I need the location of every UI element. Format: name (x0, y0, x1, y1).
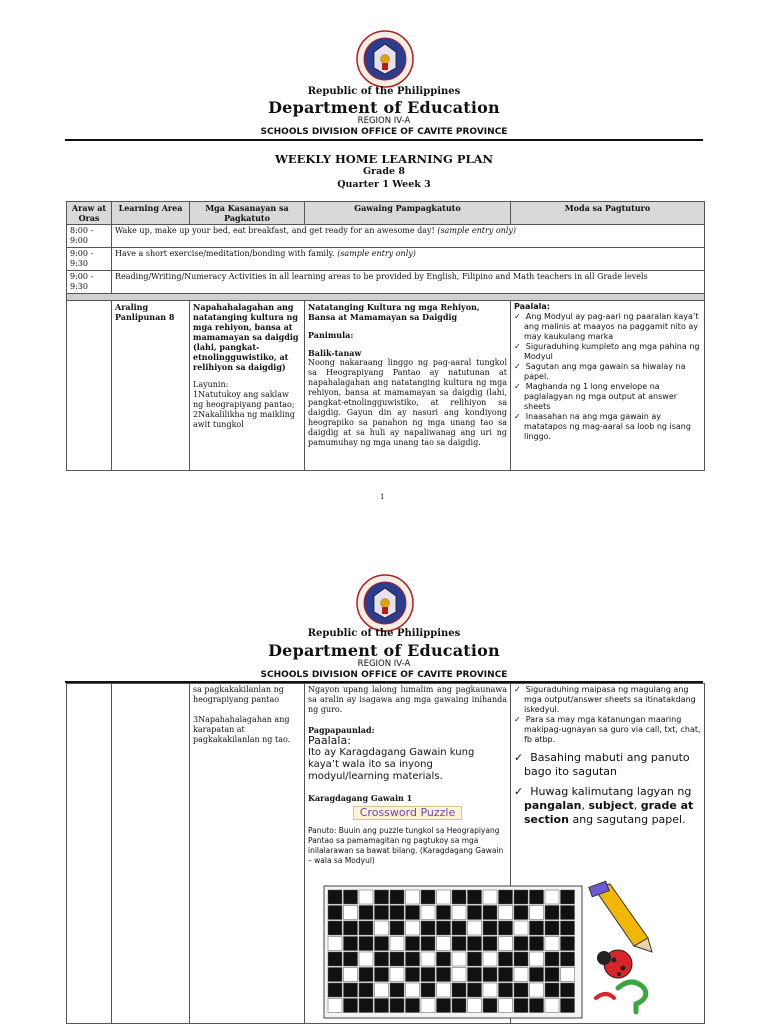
crossword-cell (375, 952, 389, 966)
kasanayan-3: 3Napahahalagahan ang karapatan at pagkakakilanlan ng tao. (193, 715, 291, 744)
crossword-cell (483, 999, 497, 1013)
learning-plan-table (66, 201, 705, 471)
crossword-cell (375, 906, 389, 920)
col-header-araw: Araw at Oras (67, 202, 112, 225)
crossword-cell (530, 999, 544, 1013)
crossword-cell (499, 999, 513, 1013)
crossword-cell (359, 890, 373, 904)
crossword-cell (375, 999, 389, 1013)
crossword-cell (483, 921, 497, 935)
gawain-title: Natatanging Kultura ng mga Rehiyon, Bansa at Mamamayan sa Daigdig (308, 302, 480, 322)
crossword-cell (499, 890, 513, 904)
region-label: REGION IV-A (357, 659, 411, 669)
division-label: SCHOOLS DIVISION OFFICE OF CAVITE PROVINCE (260, 127, 508, 137)
crossword-cell (483, 952, 497, 966)
crossword-cell (514, 983, 528, 997)
crossword-cell (483, 937, 497, 951)
moda-item: ✓ Inaasahan na ang mga gawain ay matatapos ng mag-aaral sa loob ng isang linggo. (514, 412, 691, 441)
pencil-icon (589, 881, 652, 952)
crossword-cell (452, 921, 466, 935)
activity-cell: Reading/Writing/Numeracy Activities in all learning areas to be provided by English, Filipino and Math teachers in all Grade levels (112, 271, 705, 294)
crossword-cell (514, 890, 528, 904)
crossword-cell (452, 937, 466, 951)
crossword-cell (344, 921, 358, 935)
crossword-cell (375, 983, 389, 997)
crossword-cell (344, 906, 358, 920)
crossword-cell (421, 968, 435, 982)
crossword-cell (514, 937, 528, 951)
crossword-cell (514, 999, 528, 1013)
crossword-cell (545, 921, 559, 935)
division-label: SCHOOLS DIVISION OFFICE OF CAVITE PROVINCE (260, 670, 508, 680)
crossword-cell (328, 983, 342, 997)
crossword-cell (499, 952, 513, 966)
crossword-cell (452, 952, 466, 966)
layunin-1: 1Natutukoy ang saklaw ng heograpiyang pantao; (193, 390, 295, 409)
table-row (67, 225, 705, 248)
crossword-cell (359, 999, 373, 1013)
crossword-cell (437, 983, 451, 997)
crossword-cell (530, 983, 544, 997)
crossword-cell (437, 906, 451, 920)
crossword-cell (375, 968, 389, 982)
spacer-row (67, 294, 705, 301)
crossword-cell (390, 952, 404, 966)
crossword-cell (561, 890, 575, 904)
crossword-cell (390, 983, 404, 997)
crossword-cell (483, 906, 497, 920)
paalala-label: Paalala: (514, 302, 550, 311)
sample-note: (sample entry only) (437, 226, 517, 235)
crossword-cell (483, 890, 497, 904)
pagpapaunlad-label: Pagpapaunlad: (308, 725, 375, 735)
karagdagan-label: Karagdagang Gawain 1 (308, 793, 413, 803)
crossword-cell (561, 983, 575, 997)
activity-text: Wake up, make up your bed, eat breakfast, and get ready for an awesome day! (115, 226, 435, 235)
crossword-cell (545, 890, 559, 904)
crossword-banner (308, 806, 507, 820)
crossword-cell (437, 968, 451, 982)
crossword-cell (406, 983, 420, 997)
crossword-cell (344, 999, 358, 1013)
crossword-cell (437, 890, 451, 904)
moda-cell (511, 301, 705, 471)
crossword-cell (468, 999, 482, 1013)
republic-label: Republic of the Philippines (307, 628, 461, 639)
crossword-cell (421, 999, 435, 1013)
crossword-cell (561, 937, 575, 951)
crossword-cell (514, 921, 528, 935)
header-rule (65, 139, 703, 141)
activity-cell (112, 225, 705, 248)
moda-item: ✓ Sagutan ang mga gawain sa hiwalay na papel. (514, 362, 686, 381)
crossword-cell (530, 890, 544, 904)
page-number: 1 (380, 493, 385, 501)
crossword-cell (406, 906, 420, 920)
sample-note: (sample entry only) (337, 249, 416, 258)
paalala-label: Paalala: (308, 734, 351, 747)
crossword-cell (483, 983, 497, 997)
plan-title: WEEKLY HOME LEARNING PLAN (274, 152, 494, 166)
crossword-cell (468, 937, 482, 951)
time-cell: 9:00 - 9:30 (67, 248, 112, 271)
crossword-cell (406, 937, 420, 951)
crossword-cell (499, 937, 513, 951)
crossword-cell (561, 968, 575, 982)
crossword-cell (344, 952, 358, 966)
crossword-cell (514, 952, 528, 966)
gawain-paragraph: Noong nakaraang linggo ng pag-aaral tungkol sa Heograpiyang Pantao ay natutunan at napahalagahan ang natatanging kultura ng mga rehiyon, bansa at mamamayan sa daigdig (lahi, pangkat-etnolingguwistiko, at relihiyon sa daigdig. Gayun din ay nasuri ang kondiyong heograpiko sa panahon ng mga unang tao sa daigdig at sa huli ay napaliwanag ang uri ng pamumuhay ng mga unang tao sa daigdig. (308, 358, 507, 447)
gawain-cell (305, 301, 511, 471)
crossword-cell (452, 890, 466, 904)
learning-area-cell: Araling Panlipunan 8 (112, 301, 190, 471)
crossword-cell (561, 999, 575, 1013)
kasanayan-cell (190, 684, 305, 1024)
crossword-cell (499, 968, 513, 982)
ladybug-icon (597, 950, 632, 978)
layunin-2: 2Nakalilikha ng maikling awit tungkol (193, 410, 295, 429)
crossword-cell (437, 999, 451, 1013)
crossword-cell (344, 968, 358, 982)
col-header-gawain: Gawaing Pampagkatuto (305, 202, 511, 225)
table-row (67, 301, 705, 471)
crossword-cell (421, 937, 435, 951)
crossword-cell (328, 906, 342, 920)
republic-label: Republic of the Philippines (307, 86, 461, 97)
crossword-cell (452, 983, 466, 997)
crossword-cell (452, 906, 466, 920)
moda-item: ✓ Ang Modyul ay pag-aari ng paaralan kaya’t ang malinis at maayos na paggamit nito ay may kaukulang marka (514, 312, 699, 341)
crossword-cell (545, 968, 559, 982)
crossword-cell (359, 983, 373, 997)
time-cell: 9:00 - 9:30 (67, 271, 112, 294)
time-cell-empty (67, 301, 112, 471)
deped-seal-icon (356, 30, 414, 88)
crossword-cell (530, 906, 544, 920)
crossword-cell (328, 890, 342, 904)
crossword-cell (359, 937, 373, 951)
table-header-row (67, 202, 705, 225)
moda-item: ✓ Siguraduhing kumpleto ang mga pahina ng Modyul (514, 342, 700, 361)
region-label: REGION IV-A (357, 116, 411, 126)
time-cell-empty (67, 684, 112, 1024)
crossword-cell (359, 921, 373, 935)
area-cell-empty (112, 684, 190, 1024)
kasanayan-cell (190, 301, 305, 471)
gawain-intro: Ngayon upang lalong lumalim ang pagkaunawa sa aralin ay isagawa ang mga gawaing inihanda ng guro. (308, 685, 507, 714)
crossword-cell (468, 983, 482, 997)
crossword-cell (406, 890, 420, 904)
question-mark-icon (596, 982, 646, 1012)
crossword-cell (499, 983, 513, 997)
crossword-cell (514, 968, 528, 982)
crossword-cell (530, 968, 544, 982)
crossword-cell (421, 890, 435, 904)
crossword-cell (452, 968, 466, 982)
crossword-cell (468, 890, 482, 904)
col-header-area: Learning Area (112, 202, 190, 225)
crossword-cell (421, 921, 435, 935)
crossword-cell (561, 906, 575, 920)
crossword-cell (530, 952, 544, 966)
balik-tanaw-label: Balik-tanaw (308, 348, 362, 358)
crossword-cell (530, 921, 544, 935)
crossword-cell (437, 937, 451, 951)
crossword-cell (390, 906, 404, 920)
crossword-cell (421, 983, 435, 997)
crossword-cell (390, 999, 404, 1013)
crossword-cell (375, 890, 389, 904)
crossword-cell (344, 983, 358, 997)
crossword-cell (328, 999, 342, 1013)
paalala-text: Ito ay Karagdagang Gawain kung kaya’t wala ito sa inyong modyul/learning materials. (308, 747, 475, 782)
crossword-cell (545, 999, 559, 1013)
crossword-cell (421, 906, 435, 920)
table-row (67, 248, 705, 271)
crossword-cell (468, 921, 482, 935)
crossword-cell (545, 937, 559, 951)
panuto-text: Panuto: Buuin ang puzzle tungkol sa Heograpiyang Pantao sa pamamagitan ng pagtukoy sa mga inilalarawan sa bawat bilang. (Karagdagang Gawain – wala sa Modyul) (308, 826, 504, 865)
crossword-cell (545, 906, 559, 920)
moda-item: ✓ Huwag kalimutang lagyan ng pangalan, subject, grade at section ang sagutang papel. (514, 785, 694, 826)
crossword-label: Crossword Puzzle (353, 806, 462, 820)
crossword-cell (359, 952, 373, 966)
crossword-cell (406, 921, 420, 935)
crossword-cell (328, 937, 342, 951)
crossword-cell (561, 952, 575, 966)
table-row (67, 271, 705, 294)
kasanayan-top: sa pagkakakilanlan ng heograpiyang pantao (193, 685, 284, 704)
crossword-cell (545, 952, 559, 966)
panimula-label: Panimula: (308, 330, 354, 340)
crossword-cell (437, 952, 451, 966)
crossword-cell (344, 937, 358, 951)
crossword-cell (514, 906, 528, 920)
crossword-cell (468, 952, 482, 966)
crossword-cell (530, 937, 544, 951)
crossword-cell (468, 968, 482, 982)
moda-item: ✓ Basahing mabuti ang panuto bago ito sagutan (514, 751, 690, 778)
crossword-cell (390, 890, 404, 904)
gray-spacer (67, 294, 705, 301)
crossword-cell (499, 921, 513, 935)
crossword-cell (499, 906, 513, 920)
moda-item: ✓ Siguraduhing maipasa ng magulang ang mga output/answer sheets sa itinatakdang iskedyul. (514, 685, 696, 714)
crossword-cell (328, 968, 342, 982)
col-header-moda: Moda sa Pagtuturo (511, 202, 705, 225)
crossword-cell (359, 906, 373, 920)
crossword-cell (375, 937, 389, 951)
activity-text: Have a short exercise/meditation/bonding with family. (115, 249, 335, 258)
crossword-cell (406, 968, 420, 982)
crossword-cell (328, 952, 342, 966)
crossword-cell (452, 999, 466, 1013)
crossword-cell (390, 968, 404, 982)
moda-item: ✓ Maghanda ng 1 long envelope na paglalagyan ng mga output at answer sheets (514, 382, 678, 411)
grade-label: Grade 8 (363, 166, 405, 177)
time-cell: 8:00 - 9:00 (67, 225, 112, 248)
crossword-puzzle-image (318, 880, 658, 1020)
kasanayan-bold: Napahahalagahan ang natatanging kultura ng mga rehiyon, bansa at mamamayan sa daigdig (lahi, pangkat-etnolingguwistiko, at relihiyon sa daigdig) (193, 302, 299, 372)
crossword-cell (359, 968, 373, 982)
crossword-cell (390, 921, 404, 935)
layunin-label: Layunin: (193, 380, 229, 389)
department-title: Department of Education (268, 98, 500, 117)
activity-cell (112, 248, 705, 271)
crossword-cell (468, 906, 482, 920)
crossword-cell (545, 983, 559, 997)
crossword-cell (406, 952, 420, 966)
crossword-cell (483, 968, 497, 982)
moda-item: ✓ Para sa may mga katanungan maaring makipag-ugnayan sa guro via call, txt, chat, fb atbp. (514, 715, 701, 744)
crossword-cell (375, 921, 389, 935)
col-header-kasanayan: Mga Kasanayan sa Pagkatuto (190, 202, 305, 225)
department-title: Department of Education (268, 641, 500, 660)
crossword-cell (344, 890, 358, 904)
crossword-cell (437, 921, 451, 935)
crossword-cell (390, 937, 404, 951)
crossword-cell (561, 921, 575, 935)
crossword-cell (328, 921, 342, 935)
crossword-cell (421, 952, 435, 966)
deped-seal-icon (356, 574, 414, 632)
quarter-label: Quarter 1 Week 3 (337, 179, 431, 190)
crossword-cell (406, 999, 420, 1013)
